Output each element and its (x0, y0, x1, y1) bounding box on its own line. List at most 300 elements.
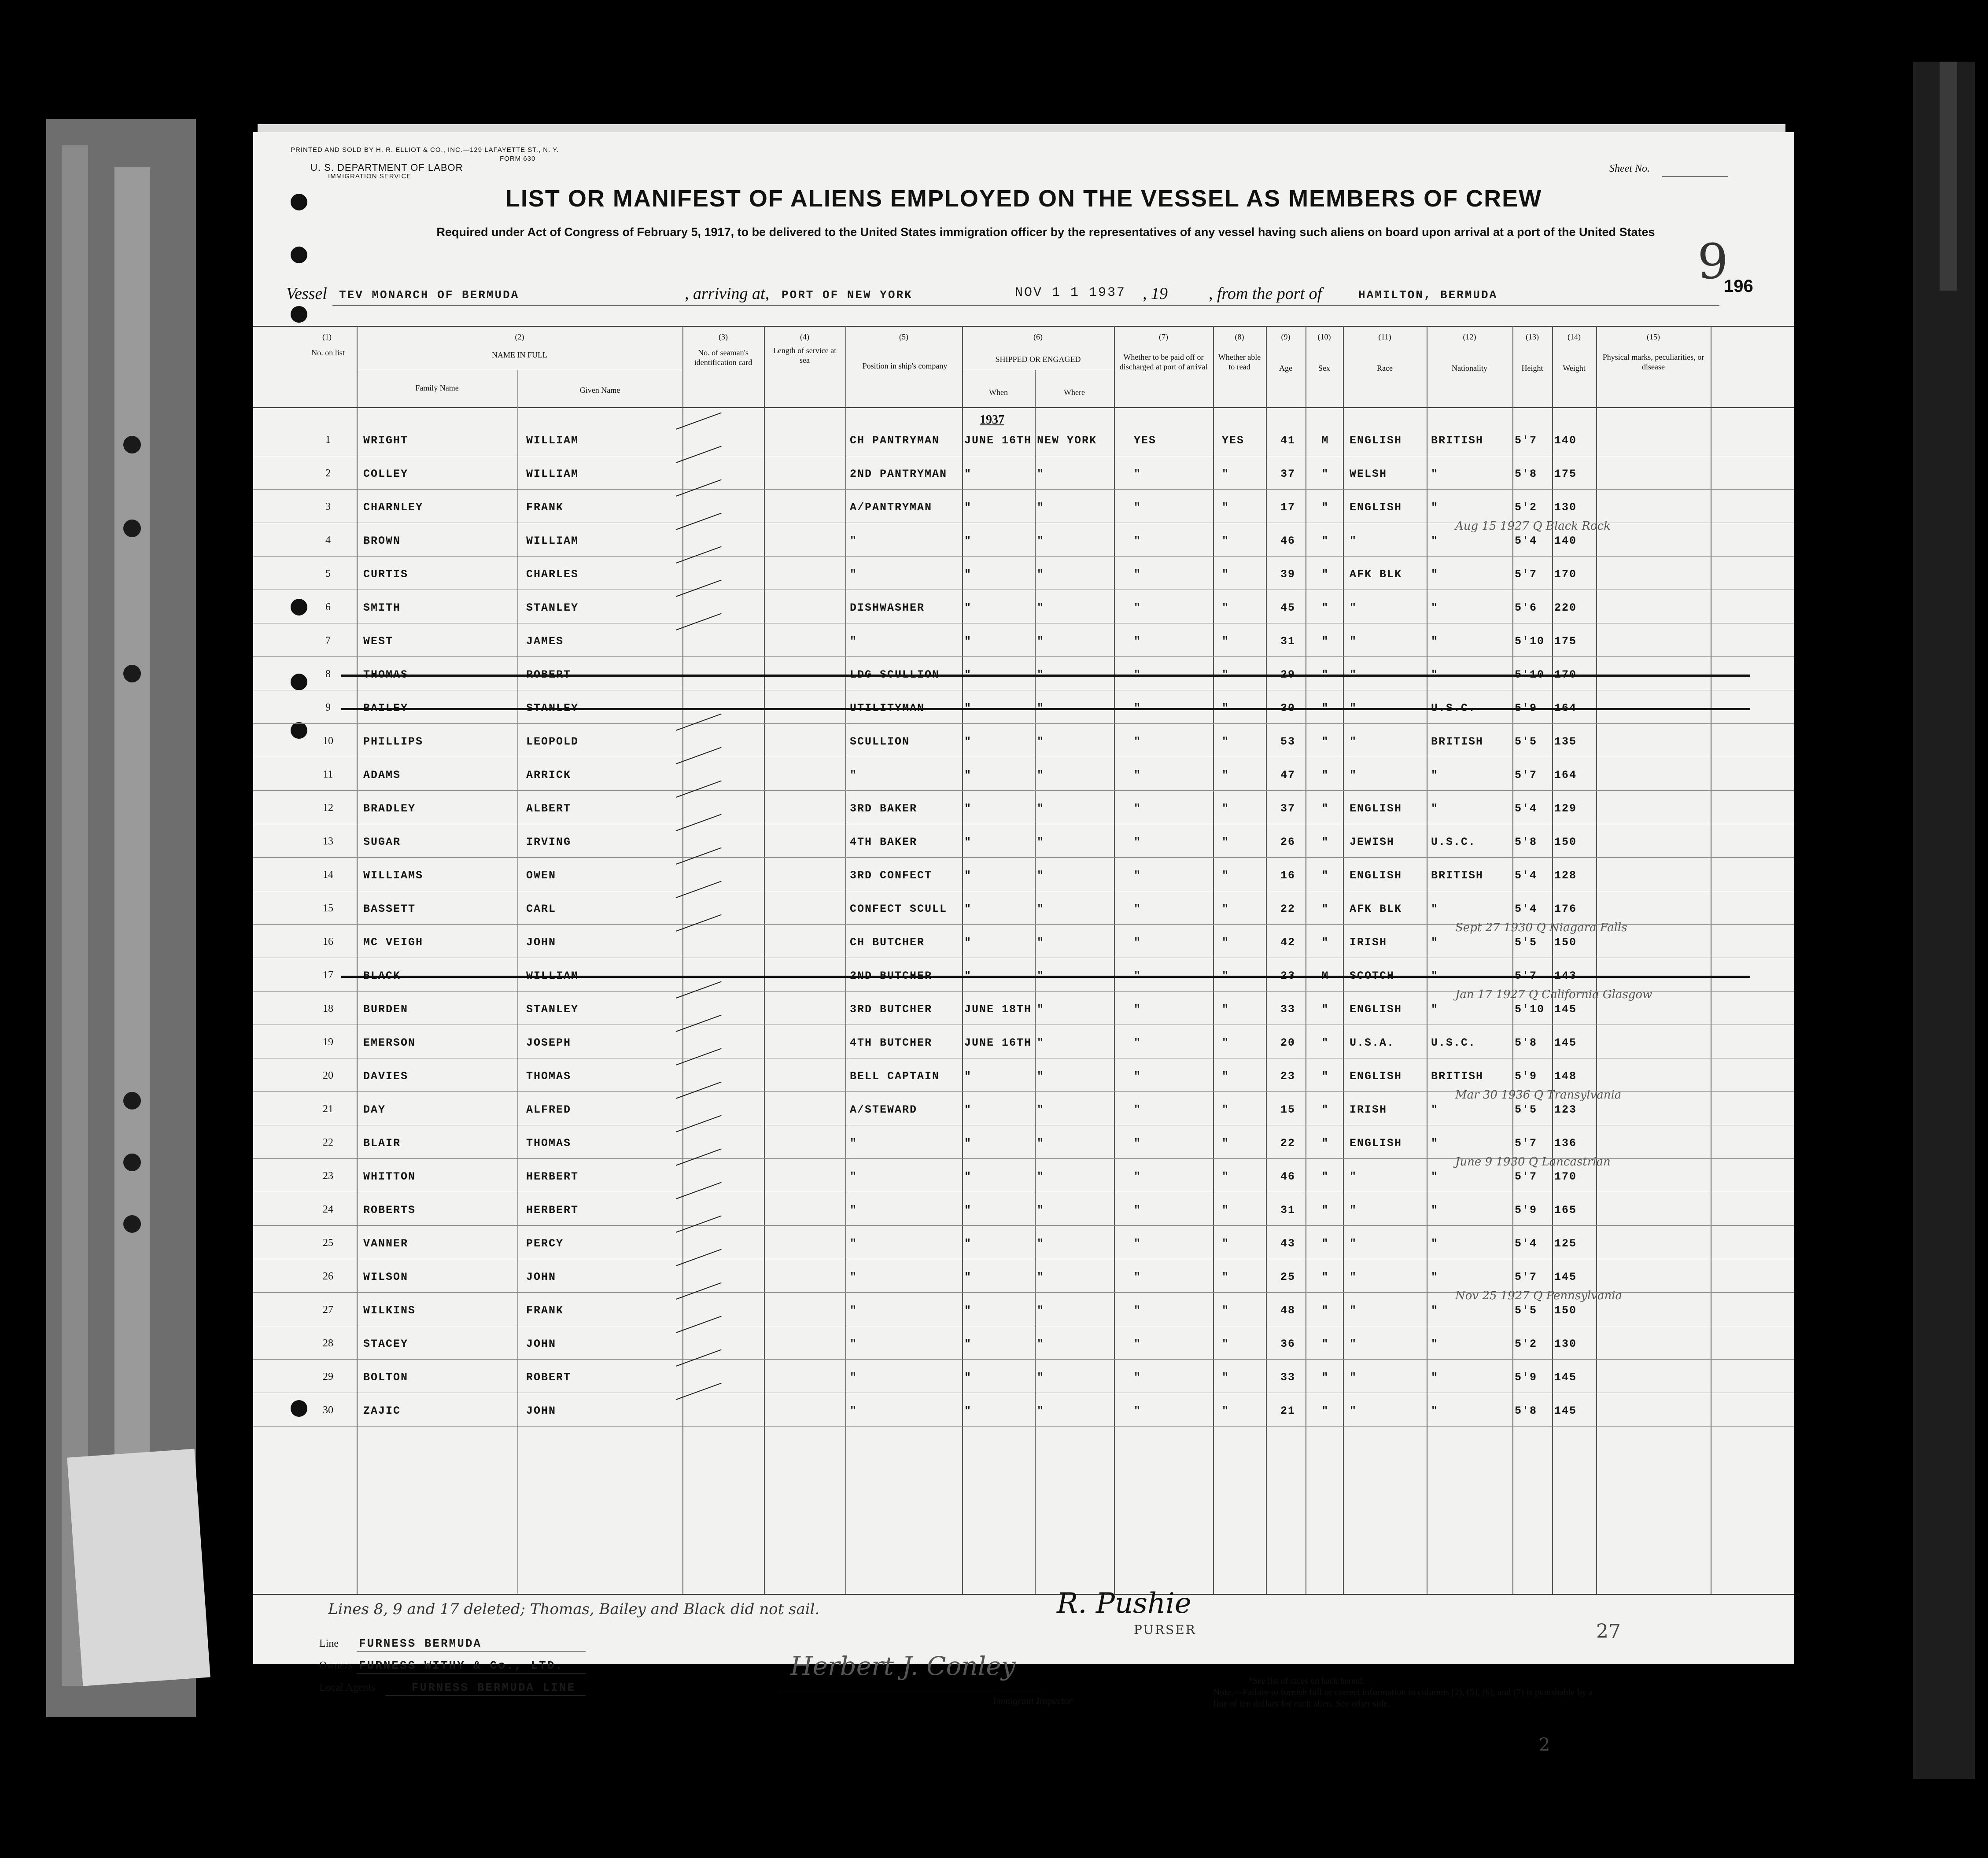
cell-shipped-where: " (1037, 468, 1045, 480)
table-row (253, 490, 1794, 523)
printer-line: PRINTED AND SOLD BY H. R. ELLIOT & CO., INC.—129 LAFAYETTE ST., N. Y. (291, 146, 559, 154)
table-row (253, 1226, 1794, 1259)
cell-position: " (850, 1405, 858, 1417)
cell-able-to-read: " (1222, 568, 1230, 581)
cell-nationality: BRITISH (1431, 735, 1484, 748)
agents-value: FURNESS BERMUDA LINE (412, 1681, 576, 1694)
cell-race: " (1350, 1371, 1357, 1384)
cell-family-name: COLLEY (363, 468, 409, 480)
cell-position: CH BUTCHER (850, 936, 925, 949)
cell-shipped-when: " (964, 535, 972, 547)
cell-nationality: " (1431, 1237, 1439, 1250)
table-row (253, 724, 1794, 757)
cell-sex: " (1321, 903, 1329, 915)
table-row (253, 891, 1794, 925)
cell-nationality: " (1431, 1204, 1439, 1217)
cell-row-number: 14 (323, 869, 333, 881)
cell-height: 5'4 (1515, 802, 1538, 815)
cell-shipped-when: " (964, 1204, 972, 1217)
cell-paid-off: " (1134, 468, 1142, 480)
cell-position: CH PANTRYMAN (850, 434, 940, 447)
cell-row-number: 30 (323, 1405, 333, 1416)
cell-able-to-read: " (1222, 535, 1230, 547)
cell-nationality: " (1431, 1405, 1439, 1417)
cell-nationality: " (1431, 1371, 1439, 1384)
cell-height: 5'7 (1515, 1170, 1538, 1183)
department: U. S. DEPARTMENT OF LABOR (310, 162, 463, 173)
cell-position: BELL CAPTAIN (850, 1070, 940, 1083)
cell-sex: " (1321, 1003, 1329, 1016)
cell-given-name: ALBERT (526, 802, 572, 815)
cell-able-to-read: " (1222, 1070, 1230, 1083)
cell-shipped-where: " (1037, 1371, 1045, 1384)
purser-title: PURSER (1134, 1622, 1196, 1637)
cell-given-name: ARRICK (526, 769, 572, 782)
cell-row-number: 15 (323, 903, 333, 914)
cell-nationality: " (1431, 501, 1439, 514)
cell-position: 3RD BAKER (850, 802, 918, 815)
cell-shipped-when: " (964, 1237, 972, 1250)
cell-race: " (1350, 1170, 1357, 1183)
cell-position: " (850, 1204, 858, 1217)
cell-age: 47 (1280, 769, 1295, 782)
cell-paid-off: " (1134, 936, 1142, 949)
cell-position: " (850, 1170, 858, 1183)
cell-handwritten-note: Jan 17 1927 Q California Glasgow (1455, 988, 1652, 1001)
cell-paid-off: YES (1134, 434, 1157, 447)
cell-given-name: WILLIAM (526, 468, 579, 480)
cell-sex: " (1321, 1036, 1329, 1049)
footer-underline (357, 1651, 586, 1652)
cell-race: " (1350, 1338, 1357, 1350)
cell-position: " (850, 1137, 858, 1150)
sheet-no-line (1662, 176, 1728, 177)
cell-paid-off: " (1134, 1103, 1142, 1116)
cell-race: AFK BLK (1350, 903, 1402, 915)
cell-able-to-read: " (1222, 1036, 1230, 1049)
col-num: (8) (1235, 332, 1244, 341)
cell-shipped-where: NEW YORK (1037, 434, 1097, 447)
cell-able-to-read: " (1222, 1271, 1230, 1283)
table-header-border (253, 407, 1794, 408)
page-prefix: 9 (1697, 233, 1728, 290)
table-row (253, 623, 1794, 657)
cell-nationality: " (1431, 568, 1439, 581)
cell-height: 5'10 (1515, 1003, 1545, 1016)
cell-age: 46 (1280, 1170, 1295, 1183)
cell-age: 17 (1280, 501, 1295, 514)
cell-position: DISHWASHER (850, 601, 925, 614)
cell-sex: " (1321, 936, 1329, 949)
cell-row-number: 21 (323, 1103, 333, 1115)
sheet-no-label: Sheet No. (1609, 163, 1650, 174)
table-row (253, 1393, 1794, 1427)
cell-paid-off: " (1134, 1003, 1142, 1016)
cell-family-name: ZAJIC (363, 1405, 401, 1417)
cell-shipped-when: " (964, 836, 972, 848)
cell-given-name: IRVING (526, 836, 572, 848)
cell-nationality: " (1431, 1137, 1439, 1150)
cell-nationality: " (1431, 802, 1439, 815)
col-num: (4) (800, 332, 809, 341)
table-row (253, 657, 1794, 690)
cell-weight: 130 (1554, 1338, 1577, 1350)
table-row (253, 757, 1794, 791)
cell-row-number: 29 (323, 1371, 333, 1382)
arrival-port: PORT OF NEW YORK (782, 288, 913, 302)
owners-value: FURNESS WITHY & Co., LTD. (359, 1659, 564, 1672)
cell-height: 5'8 (1515, 1036, 1538, 1049)
cell-family-name: BROWN (363, 535, 401, 547)
cell-sex: " (1321, 1237, 1329, 1250)
cell-age: 25 (1280, 1271, 1295, 1283)
table-row (253, 921, 1794, 958)
cell-given-name: THOMAS (526, 1070, 572, 1083)
cell-race: WELSH (1350, 468, 1387, 480)
cell-sex: " (1321, 1405, 1329, 1417)
cell-nationality: BRITISH (1431, 1070, 1484, 1083)
col-header-physical: Physical marks, peculiarities, or disease (1602, 353, 1704, 371)
cell-sex: " (1321, 1137, 1329, 1150)
cell-able-to-read: " (1222, 468, 1230, 480)
scan-edge (1940, 62, 1957, 291)
cell-row-number: 23 (323, 1170, 333, 1182)
table-row (253, 1125, 1794, 1159)
table-row (253, 423, 1794, 456)
from-port: HAMILTON, BERMUDA (1358, 288, 1498, 302)
cell-row-number: 28 (323, 1338, 333, 1349)
cell-row-number: 8 (325, 668, 331, 680)
cell-weight: 145 (1554, 1371, 1577, 1384)
cell-nationality: " (1431, 468, 1439, 480)
cell-handwritten-note: Mar 30 1936 Q Transylvania (1455, 1088, 1622, 1102)
cell-sex: " (1321, 601, 1329, 614)
cell-able-to-read: " (1222, 802, 1230, 815)
col-num: (1) (322, 332, 332, 341)
cell-shipped-where: " (1037, 1036, 1045, 1049)
cell-race: U.S.A. (1350, 1036, 1395, 1049)
cell-family-name: ROBERTS (363, 1204, 416, 1217)
table-row (253, 1155, 1794, 1192)
scan-edge (1913, 62, 1975, 1779)
cell-age: 53 (1280, 735, 1295, 748)
cell-position: A/STEWARD (850, 1103, 918, 1116)
cell-nationality: " (1431, 535, 1439, 547)
cell-weight: 125 (1554, 1237, 1577, 1250)
cell-row-number: 5 (325, 568, 331, 579)
cell-race: ENGLISH (1350, 434, 1402, 447)
cell-row-number: 20 (323, 1070, 333, 1081)
binder-hole (123, 436, 141, 453)
col-header-height: Height (1521, 364, 1543, 372)
cell-shipped-when: " (964, 1371, 972, 1384)
cell-paid-off: " (1134, 1237, 1142, 1250)
cell-row-number: 17 (323, 970, 333, 981)
cell-paid-off: " (1134, 769, 1142, 782)
cell-able-to-read: " (1222, 1338, 1230, 1350)
cell-paid-off: " (1134, 501, 1142, 514)
cell-family-name: WILLIAMS (363, 869, 424, 882)
line-value: FURNESS BERMUDA (359, 1637, 482, 1650)
cell-height: 5'5 (1515, 735, 1538, 748)
cell-race: ENGLISH (1350, 869, 1402, 882)
cell-shipped-when: " (964, 1405, 972, 1417)
cell-age: 20 (1280, 1036, 1295, 1049)
cell-row-number: 4 (325, 535, 331, 546)
cell-family-name: WILSON (363, 1271, 409, 1283)
cell-age: 16 (1280, 869, 1295, 882)
cell-position: 3RD BUTCHER (850, 1003, 933, 1016)
col-header-paid-off: Whether to be paid off or discharged at port of arrival (1119, 353, 1208, 371)
vessel-name: TEV MONARCH OF BERMUDA (339, 288, 520, 302)
cell-able-to-read: YES (1222, 434, 1245, 447)
col-header-given: Given Name (579, 386, 620, 394)
cell-shipped-when: " (964, 601, 972, 614)
cell-height: 5'8 (1515, 836, 1538, 848)
cell-sex: " (1321, 1070, 1329, 1083)
cell-shipped-where: " (1037, 601, 1045, 614)
binder-hole (123, 1215, 141, 1233)
cell-height: 5'7 (1515, 769, 1538, 782)
deleted-lines-note: Lines 8, 9 and 17 deleted; Thomas, Bailey and Black did not sail. (328, 1600, 820, 1618)
cell-given-name: JOSEPH (526, 1036, 572, 1049)
cell-paid-off: " (1134, 1405, 1142, 1417)
cell-able-to-read: " (1222, 1237, 1230, 1250)
races-note: *See list of races on back hereof. (1248, 1676, 1365, 1686)
cell-weight: 140 (1554, 535, 1577, 547)
cell-shipped-when: " (964, 501, 972, 514)
cell-weight: 165 (1554, 1204, 1577, 1217)
cell-row-number: 24 (323, 1204, 333, 1215)
cell-given-name: FRANK (526, 1304, 564, 1317)
table-row (253, 1326, 1794, 1360)
cell-paid-off: " (1134, 1304, 1142, 1317)
cell-able-to-read: " (1222, 1003, 1230, 1016)
col-num: (15) (1647, 332, 1660, 341)
cell-given-name: THOMAS (526, 1137, 572, 1150)
cell-paid-off: " (1134, 1338, 1142, 1350)
cell-shipped-when: " (964, 1070, 972, 1083)
cell-family-name: ADAMS (363, 769, 401, 782)
cell-able-to-read: " (1222, 501, 1230, 514)
cell-able-to-read: " (1222, 769, 1230, 782)
cell-sex: " (1321, 1103, 1329, 1116)
cell-family-name: BLAIR (363, 1137, 401, 1150)
cell-shipped-when: " (964, 903, 972, 915)
cell-family-name: BRADLEY (363, 802, 416, 815)
cell-handwritten-note: June 9 1930 Q Lancastrian (1455, 1155, 1611, 1169)
cell-age: 41 (1280, 434, 1295, 447)
binder-strip (62, 145, 88, 1686)
cell-shipped-where: " (1037, 836, 1045, 848)
cell-shipped-where: " (1037, 1204, 1045, 1217)
cell-sex: " (1321, 769, 1329, 782)
cell-shipped-when: " (964, 802, 972, 815)
cell-row-number: 19 (323, 1036, 333, 1048)
cell-shipped-when: JUNE 18TH (964, 1003, 1032, 1016)
cell-able-to-read: " (1222, 635, 1230, 648)
footer-underline (385, 1695, 586, 1696)
col-num: (10) (1317, 332, 1331, 341)
cell-weight: 150 (1554, 936, 1577, 949)
col-num: (7) (1159, 332, 1168, 341)
manifest-sheet (253, 132, 1794, 1755)
cell-age: 43 (1280, 1237, 1295, 1250)
cell-shipped-where: " (1037, 635, 1045, 648)
cell-race: " (1350, 1304, 1357, 1317)
cell-handwritten-note: Aug 15 1927 Q Black Rock (1455, 520, 1611, 533)
cell-shipped-where: " (1037, 1338, 1045, 1350)
cell-paid-off: " (1134, 735, 1142, 748)
table-row (253, 791, 1794, 824)
cell-given-name: CARL (526, 903, 557, 915)
agents-label: Local Agents (319, 1682, 376, 1693)
cell-able-to-read: " (1222, 836, 1230, 848)
cell-given-name: JOHN (526, 1271, 557, 1283)
cell-position: " (850, 1237, 858, 1250)
cell-paid-off: " (1134, 535, 1142, 547)
cell-height: 5'7 (1515, 568, 1538, 581)
table-row (253, 1360, 1794, 1393)
col-num: (3) (719, 332, 728, 341)
cell-shipped-where: " (1037, 1405, 1045, 1417)
cell-position: " (850, 769, 858, 782)
page-mark: 2 (1539, 1735, 1550, 1755)
strikethrough-line (341, 675, 1750, 677)
cell-position: 4TH BUTCHER (850, 1036, 933, 1049)
col-header-name: NAME IN FULL (492, 350, 547, 359)
cell-given-name: JOHN (526, 1338, 557, 1350)
cell-weight: 220 (1554, 601, 1577, 614)
cell-shipped-when: " (964, 936, 972, 949)
cell-height: 5'8 (1515, 468, 1538, 480)
cell-paid-off: " (1134, 1204, 1142, 1217)
cell-able-to-read: " (1222, 869, 1230, 882)
cell-shipped-where: " (1037, 1103, 1045, 1116)
cell-shipped-when: " (964, 1271, 972, 1283)
col-header-service: Length of service at sea (773, 346, 837, 365)
cell-position: " (850, 635, 858, 648)
cell-height: 5'2 (1515, 1338, 1538, 1350)
cell-given-name: PERCY (526, 1237, 564, 1250)
table-row (253, 958, 1794, 992)
cell-given-name: JAMES (526, 635, 564, 648)
col-num: (12) (1463, 332, 1476, 341)
cell-handwritten-note: Sept 27 1930 Q Niagara Falls (1455, 921, 1627, 934)
cell-sex: " (1321, 802, 1329, 815)
cell-race: ENGLISH (1350, 501, 1402, 514)
cell-shipped-when: " (964, 468, 972, 480)
cell-age: 46 (1280, 535, 1295, 547)
table-bottom-border (253, 1594, 1794, 1595)
year-label: , 19 (1143, 284, 1168, 303)
service: IMMIGRATION SERVICE (328, 173, 412, 180)
cell-shipped-where: " (1037, 903, 1045, 915)
cell-paid-off: " (1134, 1271, 1142, 1283)
cell-position: " (850, 1271, 858, 1283)
cell-race: " (1350, 769, 1357, 782)
cell-able-to-read: " (1222, 1204, 1230, 1217)
crew-table-body (253, 423, 1794, 1585)
col-num: (11) (1378, 332, 1391, 341)
cell-nationality: U.S.C. (1431, 836, 1476, 848)
cell-nationality: " (1431, 936, 1439, 949)
cell-position: " (850, 535, 858, 547)
cell-shipped-where: " (1037, 1170, 1045, 1183)
col-header-shipped: SHIPPED OR ENGAGED (995, 355, 1081, 364)
cell-family-name: SUGAR (363, 836, 401, 848)
cell-family-name: WILKINS (363, 1304, 416, 1317)
cell-row-number: 22 (323, 1137, 333, 1148)
col-header-position: Position in ship's company (862, 361, 948, 370)
cell-paid-off: " (1134, 836, 1142, 848)
cell-age: 15 (1280, 1103, 1295, 1116)
cell-race: " (1350, 1204, 1357, 1217)
cell-position: A/PANTRYMAN (850, 501, 933, 514)
arrival-date: NOV 1 1 1937 (1015, 285, 1126, 300)
cell-nationality: U.S.C. (1431, 1036, 1476, 1049)
cell-row-number: 13 (323, 836, 333, 847)
cell-given-name: WILLIAM (526, 535, 579, 547)
cell-race: " (1350, 735, 1357, 748)
cell-family-name: BASSETT (363, 903, 416, 915)
cell-weight: 145 (1554, 1036, 1577, 1049)
table-row (253, 456, 1794, 490)
cell-shipped-when: " (964, 1137, 972, 1150)
cell-given-name: STANLEY (526, 1003, 579, 1016)
cell-race: " (1350, 601, 1357, 614)
cell-sex: " (1321, 535, 1329, 547)
cell-row-number: 27 (323, 1304, 333, 1316)
cell-shipped-when: " (964, 1338, 972, 1350)
cell-shipped-where: " (1037, 1271, 1045, 1283)
cell-family-name: STACEY (363, 1338, 409, 1350)
cell-paid-off: " (1134, 1137, 1142, 1150)
cell-race: IRISH (1350, 936, 1387, 949)
cell-height: 5'6 (1515, 601, 1538, 614)
col-header-when: When (989, 388, 1008, 397)
table-row (253, 824, 1794, 858)
cell-able-to-read: " (1222, 1371, 1230, 1384)
cell-sex: " (1321, 735, 1329, 748)
cell-height: 5'10 (1515, 635, 1545, 648)
binder-hole (123, 665, 141, 682)
cell-given-name: ALFRED (526, 1103, 572, 1116)
cell-sex: " (1321, 568, 1329, 581)
cell-shipped-when: " (964, 1304, 972, 1317)
cell-age: 31 (1280, 1204, 1295, 1217)
table-row (253, 1289, 1794, 1326)
cell-able-to-read: " (1222, 936, 1230, 949)
cell-race: JEWISH (1350, 836, 1395, 848)
cell-shipped-where: " (1037, 1237, 1045, 1250)
cell-given-name: FRANK (526, 501, 564, 514)
inspector-signature: Herbert J. Conley (790, 1651, 1016, 1681)
cell-height: 5'4 (1515, 869, 1538, 882)
cell-weight: 140 (1554, 434, 1577, 447)
cell-shipped-where: " (1037, 769, 1045, 782)
cell-row-number: 11 (323, 769, 333, 780)
cell-row-number: 9 (325, 702, 331, 713)
footer-underline (357, 1673, 586, 1674)
cell-shipped-where: " (1037, 802, 1045, 815)
cell-family-name: DAVIES (363, 1070, 409, 1083)
cell-row-number: 3 (325, 501, 331, 512)
form-number: FORM 630 (500, 155, 536, 162)
cell-weight: 150 (1554, 1304, 1577, 1317)
cell-sex: " (1321, 501, 1329, 514)
col-header-age: Age (1279, 364, 1292, 372)
